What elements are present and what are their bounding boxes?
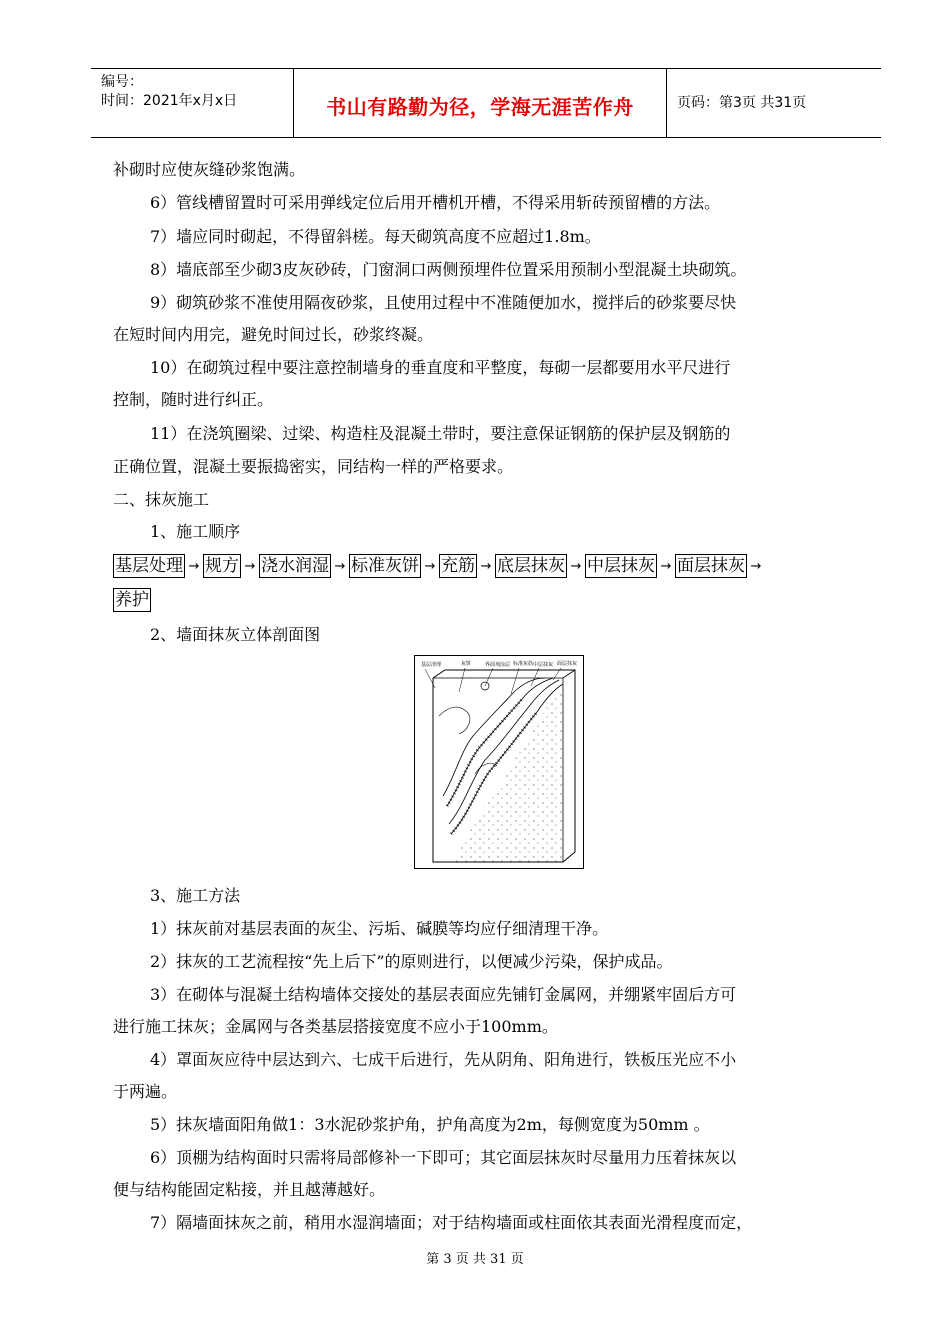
- paragraph-line: 控制，随时进行纠正。: [113, 390, 274, 409]
- paragraph-line: 3）在砌体与混凝土结构墙体交接处的基层表面应先铺钉金属网，并绷紧牢固后方可: [150, 985, 737, 1004]
- time-label: 时间：2021年x月x日: [101, 93, 238, 109]
- figure-caption: 2、墙面抹灰立体剖面图: [150, 625, 321, 644]
- header-center-cell: [294, 69, 667, 137]
- paragraph-line: 1）抹灰前对基层表面的灰尘、污垢、碱膜等均应仔细清理干净。: [150, 919, 609, 938]
- subsection-heading: 3、施工方法: [150, 886, 241, 905]
- flow-step: 浇水润湿: [261, 556, 329, 576]
- paragraph-line: 7）隔墙面抹灰之前，稍用水湿润墙面；对于结构墙面或柱面依其表面光滑程度而定，: [150, 1213, 753, 1232]
- process-flow: [113, 553, 765, 579]
- paragraph-line: 5）抹灰墙面阳角做1：3水泥砂浆护角，护角高度为2m，每侧宽度为50mm 。: [150, 1115, 710, 1134]
- flow-step-last: 养护: [115, 590, 149, 610]
- flow-step: 规方: [205, 556, 239, 576]
- section-heading: 二、抹灰施工: [113, 490, 210, 509]
- subsection-heading: 1、施工顺序: [150, 522, 241, 541]
- code-label: 编号：: [101, 74, 143, 90]
- flow-step: 中层抹灰: [587, 556, 655, 576]
- process-flow-continued: [113, 588, 151, 612]
- arrow-right-icon: →: [570, 558, 582, 574]
- paragraph-line: 便与结构能固定粘接，并且越薄越好。: [113, 1180, 386, 1199]
- section-diagram: [415, 656, 583, 868]
- paragraph-line: 8）墙底部至少砌3皮灰砂砖，门窗洞口两侧预埋件位置采用预制小型混凝土块砌筑。: [150, 260, 747, 279]
- paragraph-line: 6）管线槽留置时可采用弹线定位后用开槽机开槽，不得采用斩砖预留槽的方法。: [150, 193, 721, 212]
- flow-step: 底层抹灰: [497, 556, 565, 576]
- paragraph-line: 11）在浇筑圈梁、过梁、构造柱及混凝土带时，要注意保证钢筋的保护层及钢筋的: [150, 424, 731, 443]
- arrow-right-icon: →: [188, 558, 200, 574]
- flow-step: 面层抹灰: [677, 556, 745, 576]
- flow-step: 充筋: [441, 556, 475, 576]
- figure-label: 面层抹灰: [557, 661, 578, 667]
- page-header: [91, 68, 881, 138]
- paragraph-line: 7）墙应同时砌起，不得留斜槎。每天砌筑高度不应超过1.8m。: [150, 227, 601, 246]
- paragraph-line: 于两遍。: [113, 1082, 178, 1101]
- arrow-right-icon: →: [750, 558, 762, 574]
- arrow-right-icon: →: [660, 558, 672, 574]
- paragraph-line: 10）在砌筑过程中要注意控制墙身的垂直度和平整度，每砌一层都要用水平尺进行: [150, 358, 731, 377]
- paragraph-line: 2）抹灰的工艺流程按“先上后下”的原则进行，以便减少污染，保护成品。: [150, 952, 673, 971]
- page-footer: 第 3 页 共 31 页: [426, 1252, 524, 1267]
- paragraph-line: 4）罩面灰应待中层达到六、七成干后进行，先从阴角、阳角进行，铁板压光应不小: [150, 1050, 737, 1069]
- paragraph-line: 在短时间内用完，避免时间过长，砂浆终凝。: [113, 325, 434, 344]
- header-right-cell: [667, 69, 881, 137]
- paragraph-line: 正确位置，混凝土要振捣密实，同结构一样的严格要求。: [113, 457, 514, 476]
- header-motto: 书山有路勤为径，学海无涯苦作舟: [326, 95, 634, 119]
- paragraph-line: 6）顶棚为结构面时只需将局部修补一下即可；其它面层抹灰时尽量用力压着抹灰以: [150, 1148, 737, 1167]
- page-info: 页码：第3页 共31页: [677, 95, 807, 111]
- arrow-right-icon: →: [244, 558, 256, 574]
- paragraph-line: 进行施工抹灰；金属网与各类基层搭接宽度不应小于100mm。: [113, 1017, 558, 1036]
- arrow-right-icon: →: [424, 558, 436, 574]
- figure-label: 灰饼: [461, 661, 472, 667]
- paragraph-line: 补砌时应使灰缝砂浆饱满。: [113, 160, 306, 179]
- wall-plaster-section-figure: [414, 655, 584, 869]
- figure-label: 标准灰筋: [513, 661, 534, 667]
- arrow-right-icon: →: [334, 558, 346, 574]
- header-left-cell: [91, 69, 294, 137]
- arrow-right-icon: →: [480, 558, 492, 574]
- figure-label: 中层抹灰: [533, 662, 554, 668]
- paragraph-line: 9）砌筑砂浆不准使用隔夜砂浆，且使用过程中不准随便加水，搅拌后的砂浆要尽快: [150, 293, 737, 312]
- flow-step: 基层处理: [115, 556, 183, 576]
- flow-step: 标准灰饼: [351, 556, 419, 576]
- figure-label: 界面剂涂层: [485, 662, 511, 668]
- figure-label: 基层清理: [421, 662, 442, 668]
